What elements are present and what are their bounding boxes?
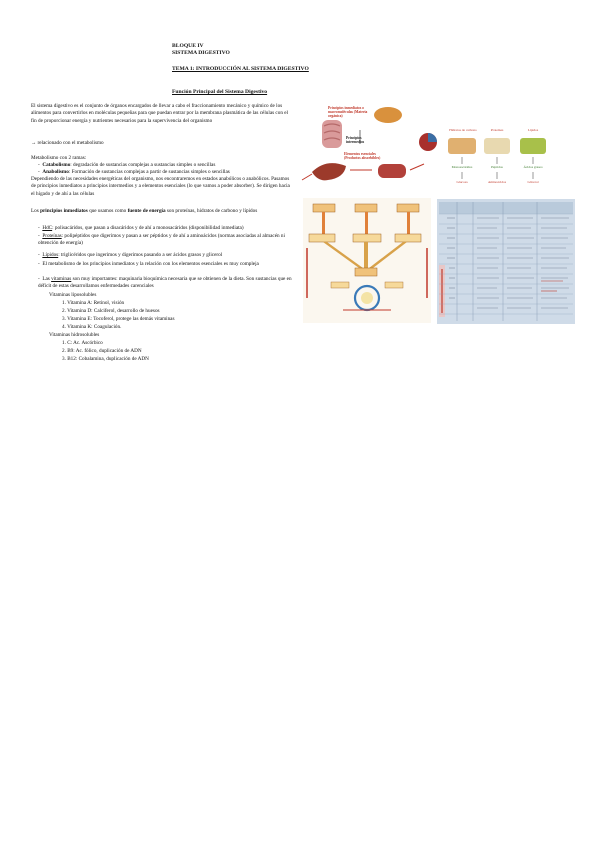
item-term: Proteínas: [42, 233, 62, 239]
principle-item: - Proteínas: polipéptidos que digerimos y pasan a ser péptidos y de ahí a aminoácidos (normas asociadas al almacén ni obtención de energía): [38, 233, 285, 247]
metabolism-paragraph: Dependiendo de las necesidades energéticas del organismo, nos encontraremos en estados anabólicos o anabólicos. Pasamos de principios inmediatos a principios intermedios y a elementos esenciales (lo que vamos a poder absorber). Se dirigen hacia el hígado y de ahí a las células: [31, 176, 290, 197]
vitamin-item: 3. B12: Cobalamina, duplicación de ADN: [62, 356, 149, 362]
row2-label: Ácidos grasos: [523, 165, 543, 169]
vitamin-item: 4. Vitamina K: Coagulación.: [62, 324, 122, 330]
principles-lead: [31, 208, 293, 215]
row2-label: Péptidos: [491, 165, 503, 169]
item-text: : polipéptidos que digerimos y pasan a ser péptidos y de ahí a aminoácidos (normas asociadas al almacén ni obtención de energía): [38, 233, 285, 247]
item-term: HdC: [42, 225, 53, 231]
protein-food-image: [484, 138, 510, 154]
principle-item: - Lípidos: triglicéridos que ingerimos y digerimos pasando a ser ácidos grasos y glicerol: [38, 252, 223, 258]
lipid-food-image: [520, 138, 546, 154]
digestion-diagram: [300, 100, 570, 192]
block-title: BLOQUE IV: [172, 43, 204, 49]
row3-label: Glicerol: [527, 180, 539, 184]
item-text: : triglicéridos que ingerimos y digerimos pasando a ser ácidos grasos y glicerol: [58, 252, 223, 258]
bread-image: [374, 107, 402, 123]
anabolism-text: : Formación de sustancias complejas a partir de sustancias simples o sencillas: [68, 169, 230, 175]
vitamin-item: 3. Vitamina E: Tocoferol, protege las demás vitaminas: [62, 316, 175, 322]
lead-text-2: que usamos como: [87, 208, 128, 214]
vitamin-item: 1. Vitamina A: Retinol, visión: [62, 300, 125, 306]
item-text: : polisacáridos, que pasan a disacáridos y de ahí a monosacáridos (disponibilidad inmediata): [52, 225, 244, 231]
carbs-food-image: [448, 138, 476, 154]
fat-soluble-title: Vitaminas liposolubles: [49, 292, 97, 298]
catabolism-text: : degradación de sustancias complejas a sustancias simples o sencillas: [70, 162, 216, 168]
diagram-bottom-label: Elementos esenciales (Productos absorbibles): [344, 152, 381, 161]
catabolism-line: - Catabolismo: degradación de sustancias complejas a sustancias simples o sencillas: [38, 162, 216, 168]
topic-title: TEMA 1: INTRODUCCIÓN AL SISTEMA DIGESTIVO: [172, 66, 309, 72]
vitamins-table-svg: [437, 199, 575, 324]
item-text: El metabolismo de los principios inmediatos y la relación con los elementos esenciales es muy compleja: [42, 261, 259, 267]
principle-item: - El metabolismo de los principios inmediatos y la relación con los elementos esenciales es muy compleja: [38, 261, 259, 267]
anabolism-label: Anabolismo: [42, 169, 69, 175]
col-label-carbs: Hidratos de carbono: [449, 128, 477, 132]
diagram-mid-label: Principios intermedios: [346, 136, 365, 145]
muscle-image: [378, 164, 406, 178]
item-term: vitaminas: [51, 276, 72, 282]
row2-label: Monosacáridos: [451, 165, 473, 169]
lead-bold-1: principios inmediatos: [40, 208, 88, 214]
subject-title: SISTEMA DIGESTIVO: [172, 50, 230, 56]
metabolic-pathways-svg: [303, 198, 431, 323]
col-label-lipids: Lípidos: [527, 128, 539, 132]
metabolic-pathways-diagram: [303, 198, 431, 323]
vitamin-item: 2. B9: Ac. fólico, duplicación de ADN: [62, 348, 142, 354]
anabolism-line: - Anabolismo: Formación de sustancias complejas a partir de sustancias simples o sencillas: [38, 169, 230, 175]
vitamins-table-image: [437, 199, 575, 324]
vitamin-item: 1. C: Ac. Ascórbico: [62, 340, 103, 346]
lead-text-1: Los: [31, 208, 41, 214]
diagram-title: Principios inmediatos o macromoléculas (Materia orgánica): [328, 106, 368, 119]
item-term: Lípidos: [42, 252, 59, 258]
vitamin-item: 2. Vitamina D: Calciferol, desarrollo de huesos: [62, 308, 160, 314]
row3-label: Glucosa: [456, 180, 468, 184]
row3-label: Aminoácidos: [487, 180, 507, 184]
principle-item: - Las vitaminas son muy importantes: maquinaria bioquímica necesaria que se obtienen de la dieta. Son sustancias que en déficit de estas desarrollamos enfermedades carenciales: [38, 276, 292, 290]
section-title: Función Principal del Sistema Digestivo: [172, 89, 268, 95]
liver-image: [312, 163, 346, 180]
catabolism-label: Catabolismo: [42, 162, 71, 168]
item-text: son muy importantes: maquinaria bioquímica necesaria que se obtienen de la dieta. Son sustancias que en déficit de estas desarrollamos enfermedades carenciales: [38, 276, 292, 290]
lead-text-3: son proteínas, hidratos de carbono y lípidos: [165, 208, 258, 214]
lead-bold-2: fuente de energía: [127, 208, 166, 214]
intro-note: → relacionado con el metabolismo: [31, 140, 104, 146]
water-soluble-title: Vitaminas hidrosolubles: [49, 332, 100, 338]
metabolism-title: Metabolismo con 2 ramas:: [31, 155, 87, 161]
principle-item: - HdC: polisacáridos, que pasan a disacáridos y de ahí a monosacáridos (disponibilidad inmediata): [38, 225, 244, 231]
item-pre: Las: [42, 276, 52, 282]
intro-paragraph: El sistema digestivo es el conjunto de órganos encargados de llevar a cabo el fraccionamiento mecánico y químico de los alimentos para convertirlos en moléculas pequeñas para que puedan entrar por la membrana plasmática de las células con el fin de proporcionar energía y nutrientes necesarios para la supervivencia del organismo: [31, 103, 288, 124]
col-label-proteins: Proteínas: [490, 128, 504, 132]
